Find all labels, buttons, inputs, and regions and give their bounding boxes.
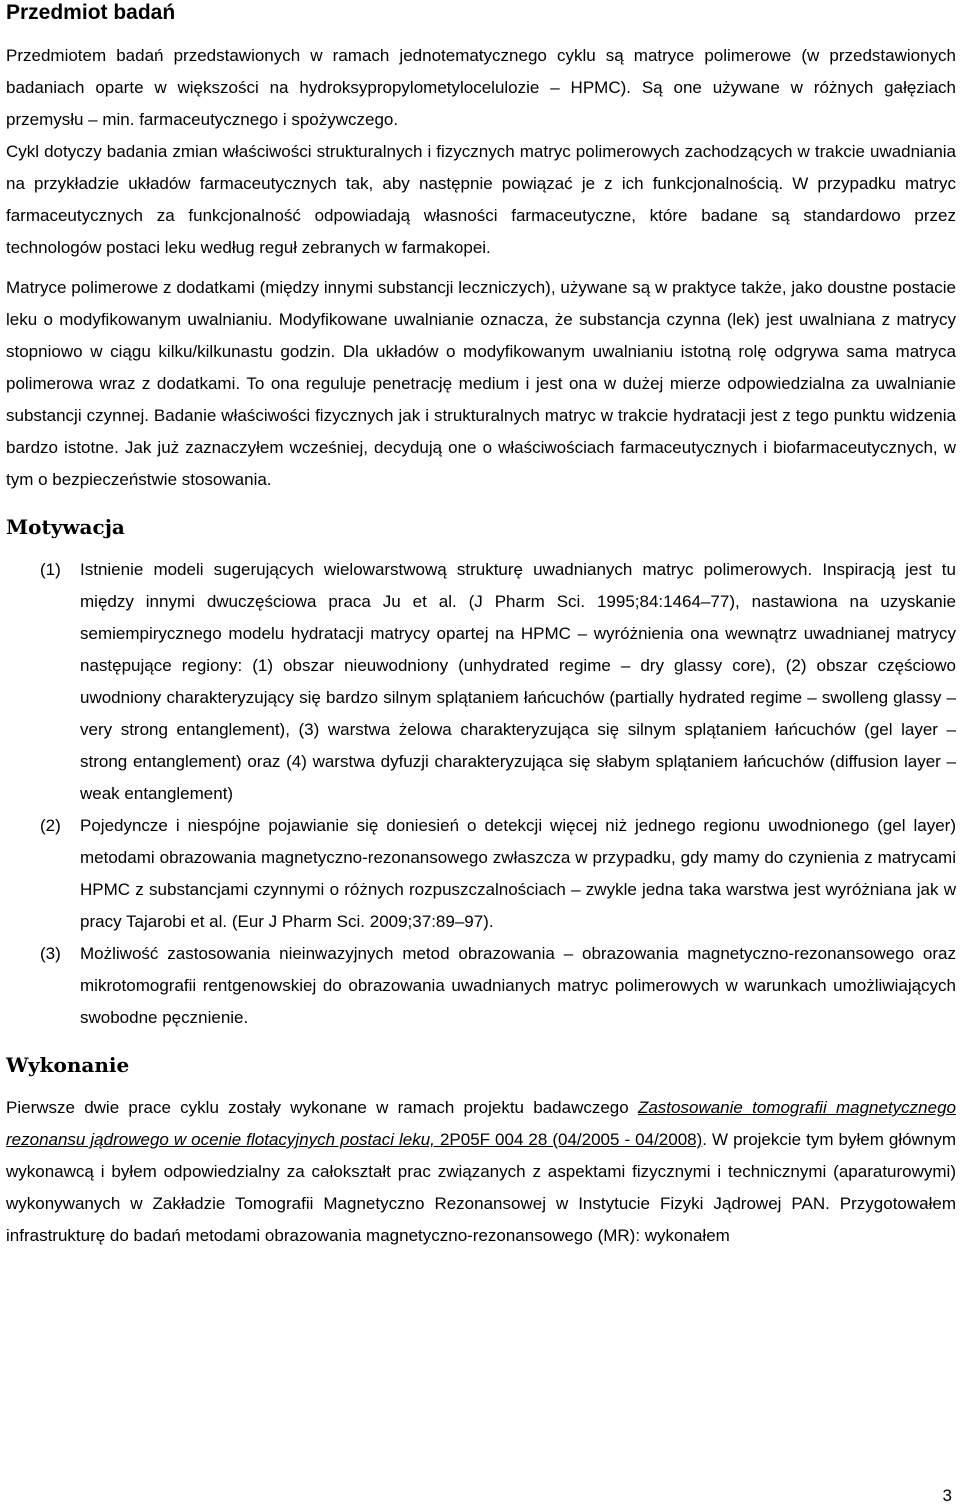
- document-page: [6, 0, 956, 1252]
- paragraph-wykonanie: [6, 1092, 956, 1252]
- list-item-number: (1): [40, 560, 61, 579]
- list-item: [6, 810, 956, 938]
- list-item: [6, 554, 956, 810]
- list-item-text: Istnienie modeli sugerujących wielowarstwową strukturę uwadnianych matryc polimerowych. Inspiracją jest tu między innymi dwuczęściowa praca Ju et al. (J Pharm Sci. 1995;84:1464–77), nastawiona na uzyskanie semiempirycznego modelu hydratacji matrycy opartej na HPMC – wyróżnienia ona wewnątrz uwadnianej matrycy następujące regiony: (1) obszar nieuwodniony (unhydrated regime – dry glassy core), (2) obszar częściowo uwodniony charakteryzujący się bardzo silnym splątaniem łańcuchów (partially hydrated regime – swolleng glassy – very strong entanglement), (3) warstwa żelowa charakteryzująca się silnym splątaniem łańcuchów (gel layer – strong entanglement) oraz (4) warstwa dyfuzji charakteryzująca się słabym splątaniem łańcuchów (diffusion layer – weak entanglement): [80, 560, 956, 803]
- wykonanie-text-end: . W projekcie tym byłem głównym wykonawcą i byłem odpowiedzialny za całokształt prac związanych z aspektami fizycznymi i technicznymi (aparaturowymi) wykonywanych w Zakładzie Tomografii Magnetyczno Rezonansowej w Instytucie Fizyki Jądrowej PAN. Przygotowałem infrastrukturę do badań metodami obrazowania magnetyczno-rezonansowego (MR): wykonałem: [6, 1130, 956, 1245]
- paragraph-przedmiot-1: Przedmiotem badań przedstawionych w ramach jednotematycznego cyklu są matryce polimerowe (w przedstawionych badaniach oparte w większości na hydroksypropylometylocelulozie – HPMC). Są one używane w różnych gałęziach przemysłu – min. farmaceutycznego i spożywczego.: [6, 46, 956, 129]
- list-item-number: (2): [40, 816, 61, 835]
- heading-wykonanie: Wykonanie: [6, 1053, 130, 1077]
- motywacja-list: [6, 554, 956, 1034]
- paragraph-przedmiot-2: Cykl dotyczy badania zmian właściwości strukturalnych i fizycznych matryc polimerowych zachodzących w trakcie uwadniania na przykładzie układów farmaceutycznych tak, aby następnie powiązać je z ich funkcjonalnością. W przypadku matryc farmaceutycznych za funkcjonalność odpowiadają własności farmaceutyczne, które badane są standardowo przez technologów postaci leku według reguł zebranych w farmakopei.: [6, 142, 956, 257]
- page-number: 3: [942, 1486, 952, 1505]
- project-title-link[interactable]: Zastosowanie tomografii magnetycznego rezonansu jądrowego w ocenie flotacyjnych postaci leku,: [6, 1098, 957, 1149]
- heading-przedmiot: Przedmiot badań: [6, 1, 176, 24]
- heading-motywacja: Motywacja: [6, 515, 125, 539]
- wykonanie-text-start: Pierwsze dwie prace cyklu zostały wykonane w ramach projektu badawczego: [6, 1098, 638, 1117]
- list-item-number: (3): [40, 944, 61, 963]
- list-item: [6, 938, 956, 1034]
- list-item-text: Możliwość zastosowania nieinwazyjnych metod obrazowania – obrazowania magnetyczno-rezonansowego oraz mikrotomografii rentgenowskiej do obrazowania uwadnianych matryc polimerowych w warunkach umożliwiających swobodne pęcznienie.: [80, 944, 956, 1027]
- project-code[interactable]: 2P05F 004 28 (04/2005 - 04/2008): [434, 1130, 703, 1149]
- list-item-text: Pojedyncze i niespójne pojawianie się doniesień o detekcji więcej niż jednego regionu uwodnionego (gel layer) metodami obrazowania magnetyczno-rezonansowego zwłaszcza w przypadku, gdy mamy do czynienia z matrycami HPMC z substancjami czynnymi o różnych rozpuszczalnościach – zwykle jedna taka warstwa jest wyróżniana jak w pracy Tajarobi et al. (Eur J Pharm Sci. 2009;37:89–97).: [80, 816, 956, 931]
- paragraph-przedmiot-3: Matryce polimerowe z dodatkami (między innymi substancji leczniczych), używane są w praktyce także, jako doustne postacie leku o modyfikowanym uwalnianiu. Modyfikowane uwalnianie oznacza, że substancja czynna (lek) jest uwalniana z matrycy stopniowo w ciągu kilku/kilkunastu godzin. Dla układów o modyfikowanym uwalnianiu istotną rolę odgrywa sama matryca polimerowa wraz z dodatkami. To ona reguluje penetrację medium i jest ona w dużej mierze odpowiedzialna za uwalnianie substancji czynnej. Badanie właściwości fizycznych jak i strukturalnych matryc w trakcie hydratacji jest z tego punktu widzenia bardzo istotne. Jak już zaznaczyłem wcześniej, decydują one o właściwościach farmaceutycznych i biofarmaceutycznych, w tym o bezpieczeństwie stosowania.: [6, 278, 956, 489]
